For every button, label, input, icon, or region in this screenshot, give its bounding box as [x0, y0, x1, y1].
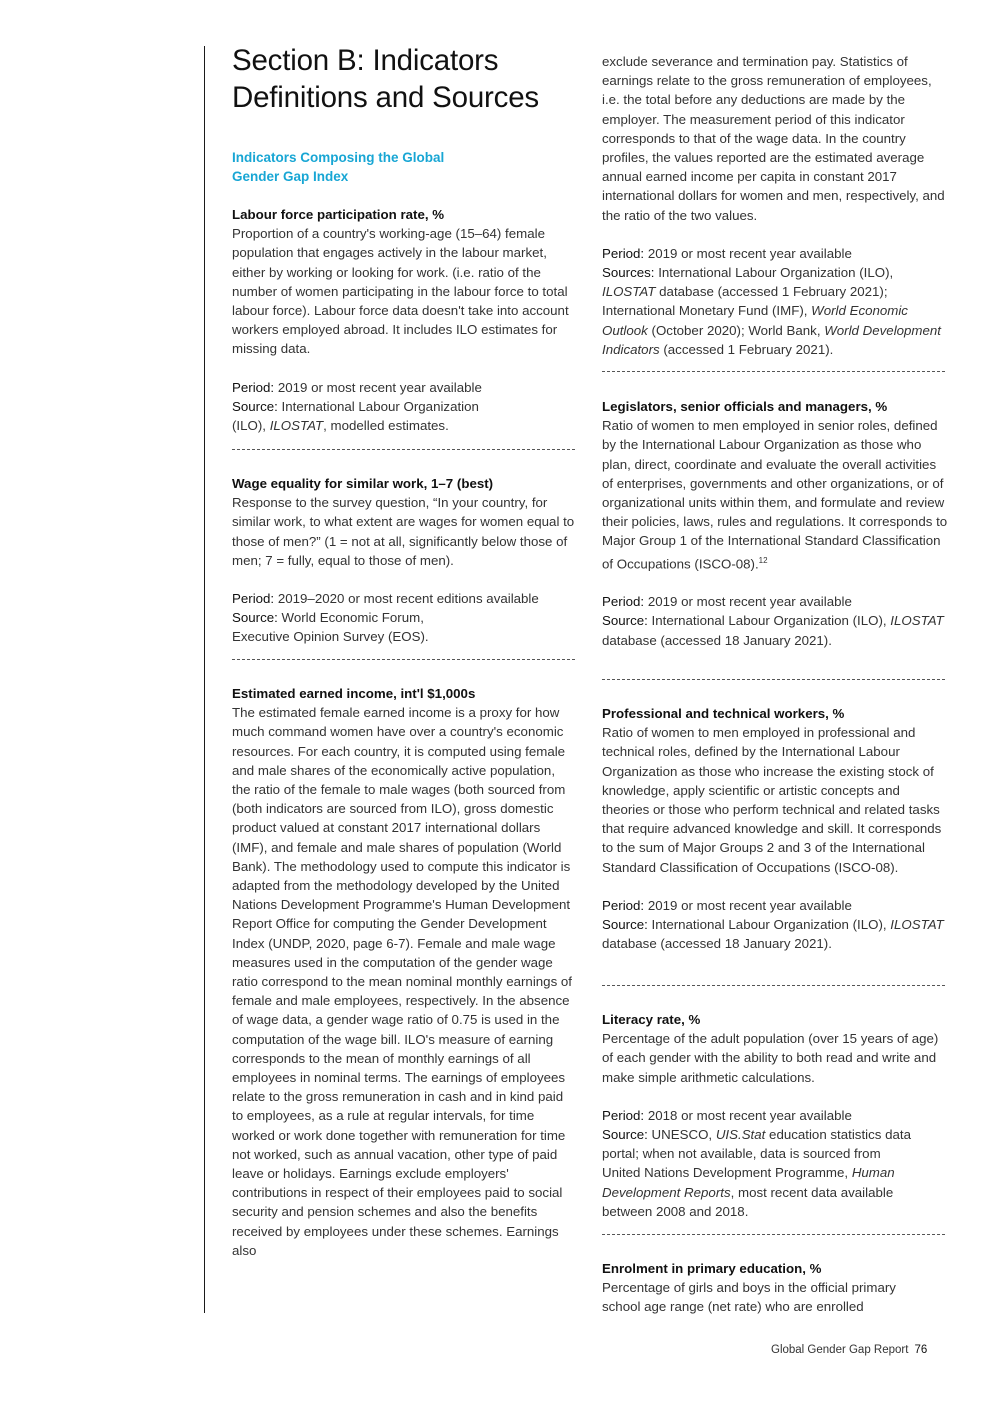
source-text: database (accessed 18 January 2021).	[602, 936, 832, 952]
indicator-description-cont: exclude severance and termination pay. Statistics of earnings relate to the gross remuneration of employees, i.e. the total before any deductions are made by the employer. The measurement period of this indicator corresponds to that of the wage data. In the country profiles, the values reported are the estimated average annual earned income per capita in constant 2017 international dollars for women and men, respectively, and the ratio of the two values.	[602, 54, 945, 223]
source-text: , most recent data available between 2008 and 2018.	[602, 1184, 894, 1219]
page-title: Section B: Indicators Definitions and Sources	[232, 44, 539, 114]
source-italic: ILOSTAT	[602, 284, 656, 300]
source-italic: World Development Indicators	[602, 322, 941, 357]
indicator-title: Legislators, senior officials and managers, %	[602, 399, 888, 414]
source-italic: ILOSTAT	[269, 418, 324, 434]
indicator-description: Proportion of a country's working-age (15–64) female population that engages actively in the labour market, either by working or looking for work. (i.e. ratio of the number of women participating in the labour force to total labour force). Labour force data doesn't take into account workers employed abroad. It includes ILO estimates for missing data.	[232, 226, 569, 357]
source-text: International Labour Organization (ILO),	[651, 917, 887, 933]
separator	[602, 371, 945, 372]
report-name: Global Gender Gap Report	[771, 1344, 909, 1356]
source-text: International Labour Organization (ILO),	[658, 265, 894, 281]
indicator-title: Professional and technical workers, %	[602, 706, 845, 721]
period-value: 2019–2020 or most recent editions available	[277, 591, 539, 607]
separator	[602, 985, 945, 986]
indicator-labour-force	[232, 205, 578, 435]
indicator-source	[602, 263, 948, 359]
indicator-legislators	[602, 397, 948, 650]
source-text: , modelled estimates.	[323, 418, 449, 434]
source-italic: ILOSTAT	[890, 613, 944, 629]
period-label: Period:	[602, 245, 645, 261]
indicator-period	[232, 378, 578, 397]
separator	[232, 659, 575, 660]
indicator-wage-equality	[232, 474, 578, 647]
separator	[602, 679, 945, 680]
period-label: Period:	[602, 594, 645, 610]
period-value: 2019 or most recent year available	[647, 594, 852, 610]
indicator-title: Wage equality for similar work, 1–7 (best)	[232, 476, 494, 491]
subsection-heading: Indicators Composing the Global Gender Gap Index	[232, 150, 445, 185]
indicator-source	[232, 397, 507, 435]
period-value: 2018 or most recent year available	[647, 1107, 852, 1123]
footnote-marker[interactable]: 12	[758, 555, 768, 565]
indicator-title: Labour force participation rate, %	[232, 207, 445, 222]
source-text: (accessed 1 February 2021).	[663, 341, 834, 357]
source-label: Source:	[232, 398, 278, 414]
indicator-description: Response to the survey question, “In your country, for similar work, to what extent are wages for women equal to those of men?” (1 = not at all, significantly below those of men; 7 = fully, equal to those of men).	[232, 495, 575, 568]
period-label: Period:	[232, 591, 275, 607]
page-footer	[771, 1344, 927, 1356]
source-label: Source:	[232, 610, 278, 626]
vertical-rule	[204, 46, 205, 1313]
sources-label: Sources:	[602, 265, 655, 281]
indicator-description: Percentage of the adult population (over 15 years of age) of each gender with the ability to both read and write and make simple arithmetic calculations.	[602, 1031, 939, 1085]
indicator-period	[232, 589, 578, 608]
indicator-source	[232, 608, 452, 646]
indicator-professional	[602, 704, 948, 953]
separator	[602, 1234, 945, 1235]
source-label: Source:	[602, 613, 648, 629]
indicator-source	[602, 915, 948, 953]
indicator-title: Enrolment in primary education, %	[602, 1261, 822, 1276]
source-text: International Labour Organization (ILO),	[232, 398, 479, 434]
indicator-title: Estimated earned income, int'l $1,000s	[232, 686, 476, 701]
source-text: UNESCO,	[651, 1127, 713, 1143]
indicator-period	[602, 1106, 948, 1125]
indicator-description: The estimated female earned income is a proxy for how much command women have over a country's economic resources. For each country, it is computed using female and male shares of the economically active population, the ratio of the female to male wages (both sourced from (both indicators are sourced from ILO), gross domestic product valued at constant 2017 international dollars (IMF), and female and male shares of population (World Bank). The methodology used to compute this indicator is adapted from the methodology developed by the United Nations Development Programme's Human Development Report Office for computing the Gender Development Index (UNDP, 2020, page 6-7). Female and male wage measures used in the computation of the gender wage ratio correspond to the mean nominal monthly earnings of female and male employees, respectively. In the absence of wage data, a gender wage ratio of 0.75 is used in the computation of the wage bill. ILO's measure of earning corresponds to the mean of monthly earnings of all employees in nominal terms. The earnings of employees relate to the gross remuneration in cash and in kind paid to employees, as a rule at regular intervals, for time worked or work done together with remuneration for time not worked, such as annual vacation, other type of paid leave or holidays. Earnings exclude employers' contributions in respect of their employees paid to social security and pension schemes and also the benefits received by employees under these schemes. Earnings also	[232, 705, 572, 1258]
description-text: Ratio of women to men employed in senior roles, defined by the International Labour Organization as those who plan, direct, coordinate and evaluate the overall activities of enterprises, governments and other organizations, or of organizational units within them, and formulate and review their policies, laws, rules and regulations. It corresponds to Major Group 1 of the International Standard Classification of Occupations (ISCO-08).	[602, 418, 948, 572]
source-italic: Human Development Reports	[602, 1165, 895, 1200]
indicator-period	[602, 896, 948, 915]
separator	[232, 449, 575, 450]
indicator-title: Literacy rate, %	[602, 1012, 701, 1027]
page-number: 76	[914, 1344, 928, 1356]
source-text: (October 2020); World Bank,	[651, 322, 821, 338]
indicator-source	[602, 1125, 922, 1221]
source-italic: UIS.Stat	[715, 1127, 766, 1143]
period-label: Period:	[602, 1107, 645, 1123]
period-value: 2019 or most recent year available	[647, 245, 852, 261]
period-value: 2019 or most recent year available	[277, 379, 482, 395]
indicator-primary-enrolment	[602, 1259, 948, 1317]
source-text: database (accessed 18 January 2021).	[602, 632, 832, 648]
indicator-earned-income-continued	[602, 52, 948, 359]
indicator-period	[602, 244, 948, 263]
source-italic: World Economic Outlook	[602, 303, 908, 338]
indicator-earned-income	[232, 684, 578, 1260]
period-label: Period:	[232, 379, 275, 395]
indicator-description: Percentage of girls and boys in the official primary school age range (net rate) who are enrolled	[602, 1280, 896, 1315]
indicator-period	[602, 592, 948, 611]
source-label: Source:	[602, 1127, 648, 1143]
indicator-description	[602, 416, 948, 573]
indicator-literacy	[602, 1010, 948, 1221]
source-text: World Economic Forum, Executive Opinion Survey (EOS).	[232, 610, 429, 645]
source-text: International Labour Organization (ILO),	[651, 613, 887, 629]
source-italic: ILOSTAT	[890, 917, 944, 933]
source-text: education statistics data portal; when not available, data is sourced from United Nations Development Programme,	[602, 1127, 911, 1181]
period-value: 2019 or most recent year available	[647, 897, 852, 913]
source-label: Source:	[602, 917, 648, 933]
indicator-source	[602, 611, 948, 649]
period-label: Period:	[602, 897, 645, 913]
source-text: database (accessed 1 February 2021); International Monetary Fund (IMF),	[602, 284, 888, 319]
indicator-description: Ratio of women to men employed in professional and technical roles, defined by the International Labour Organization as those who increase the existing stock of knowledge, apply scientific or artistic concepts and theories or those who perform technical and related tasks that require advanced knowledge and skill. It corresponds to the sum of Major Groups 2 and 3 of the International Standard Classification of Occupations (ISCO-08).	[602, 725, 942, 875]
